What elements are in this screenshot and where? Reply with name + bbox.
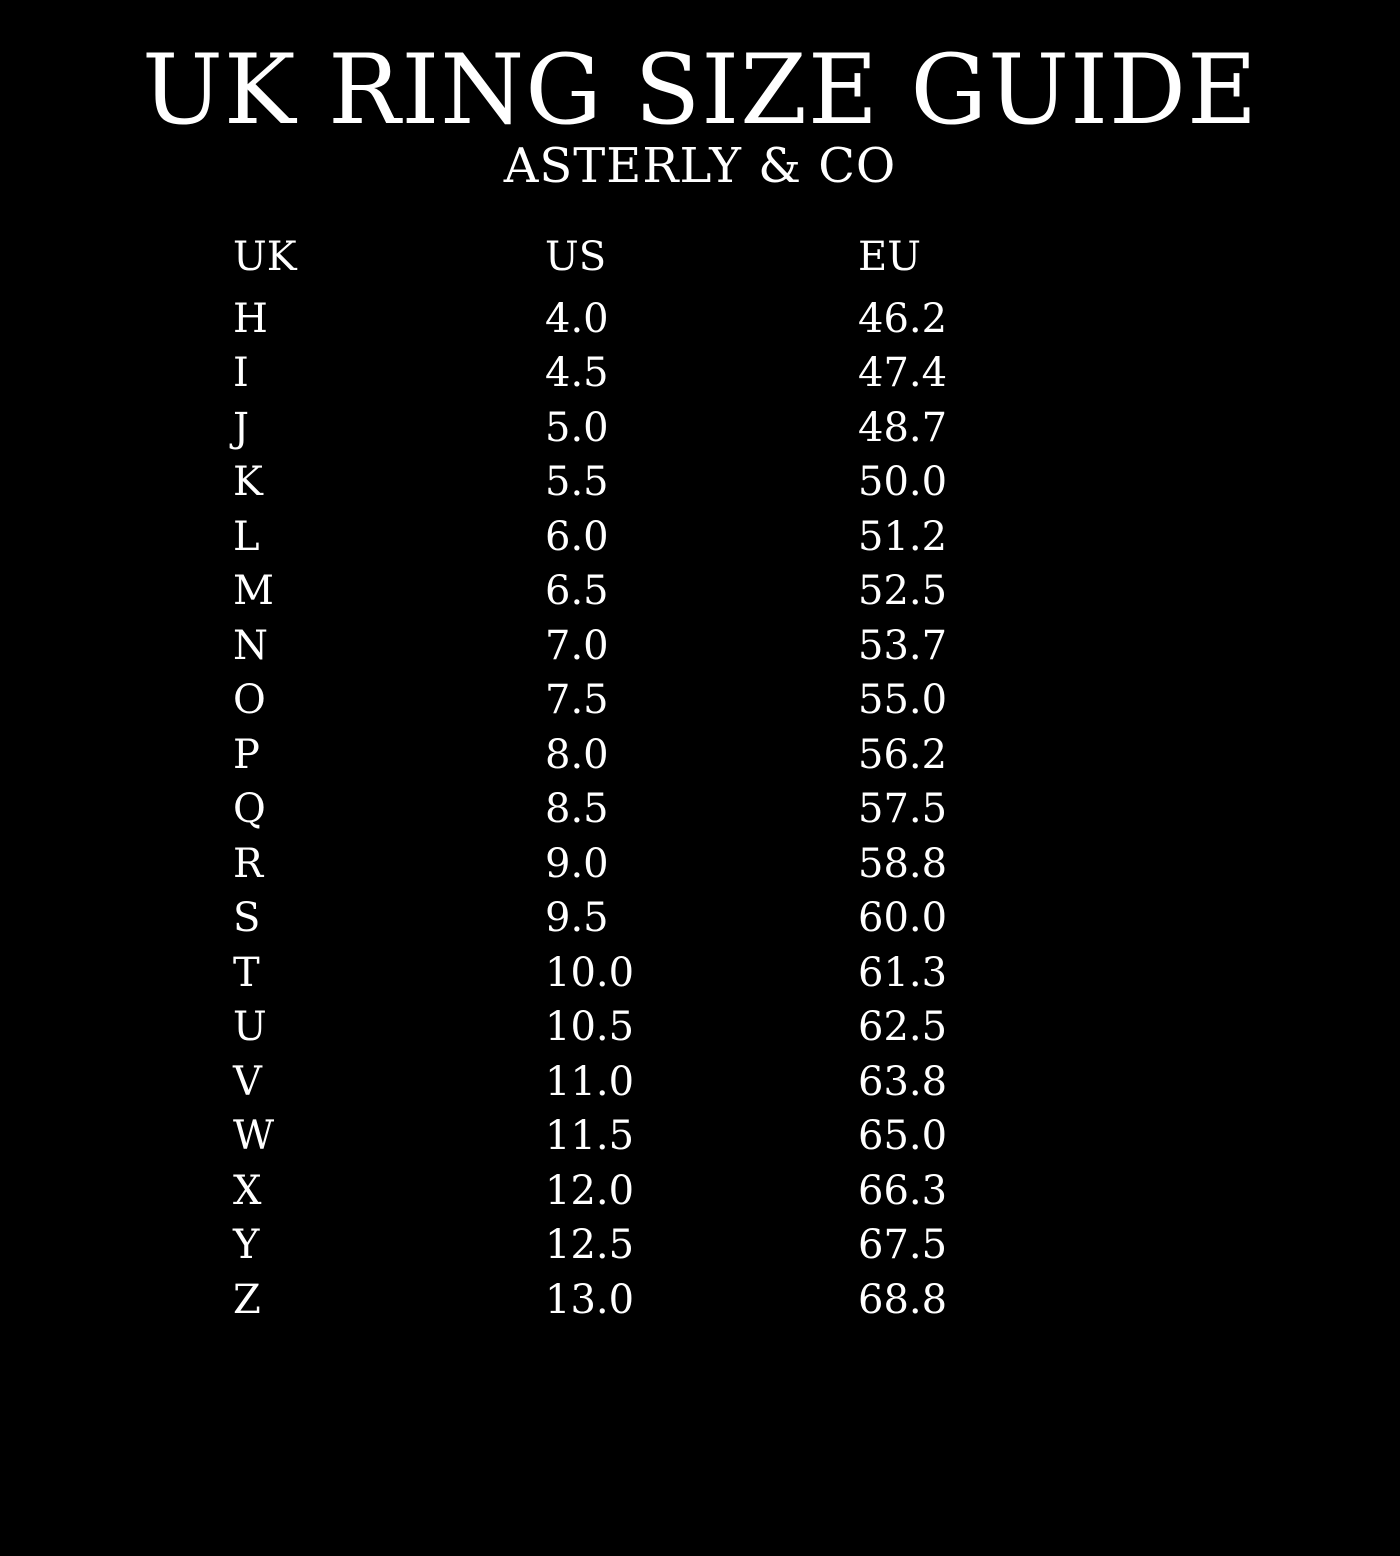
eu-size-cell: 61.3 [858,949,948,996]
uk-size-cell: L [233,513,260,560]
uk-size-cell: O [233,677,266,723]
table-row [233,1273,1400,1328]
table-row [233,510,1400,565]
uk-size-cell: N [233,622,268,669]
eu-size-cell: 48.7 [858,404,948,451]
uk-size-cell: Z [233,1276,261,1323]
table-row [233,346,1400,401]
uk-size-cell: Y [233,1222,260,1268]
table-row [233,673,1400,728]
uk-size-cell: Q [233,786,266,832]
brand-subtitle: ASTERLY & CO [503,138,897,194]
us-size-cell: 5.0 [545,404,609,451]
eu-size-cell: 62.5 [858,1004,948,1050]
eu-size-cell: 63.8 [858,1058,948,1105]
us-size-cell: 10.0 [545,949,635,996]
table-row [233,292,1400,347]
us-size-cell: 12.0 [545,1167,635,1214]
table-row [233,1000,1400,1055]
uk-size-cell: W [233,1113,275,1159]
uk-size-cell: X [233,1167,262,1214]
us-size-cell: 6.0 [545,513,609,560]
eu-size-cell: 56.2 [858,731,948,778]
uk-size-cell: H [233,295,268,342]
us-size-cell: 4.0 [545,295,609,342]
table-header-row [233,230,1400,285]
eu-size-cell: 55.0 [858,677,948,723]
eu-size-cell: 58.8 [858,840,948,887]
table-row [233,728,1400,783]
us-size-cell: 9.0 [545,840,609,887]
size-table-body [233,292,1400,1328]
table-row [233,564,1400,619]
eu-size-cell: 68.8 [858,1276,948,1323]
eu-size-cell: 50.0 [858,459,948,505]
table-row [233,946,1400,1001]
table-row [233,1109,1400,1164]
us-size-cell: 12.5 [545,1222,635,1268]
eu-size-cell: 46.2 [858,295,948,342]
column-header-eu: EU [858,234,921,280]
us-size-cell: 4.5 [545,350,609,396]
ring-size-table [233,230,1400,1327]
eu-size-cell: 57.5 [858,786,948,832]
us-size-cell: 9.5 [545,895,609,941]
column-header-us: US [545,234,607,280]
table-row [233,1055,1400,1110]
uk-size-cell: S [233,895,261,941]
us-size-cell: 6.5 [545,568,609,614]
uk-size-cell: U [233,1004,267,1050]
table-row [233,455,1400,510]
eu-size-cell: 66.3 [858,1167,948,1214]
uk-size-cell: I [233,350,249,396]
uk-size-cell: P [233,731,260,778]
us-size-cell: 10.5 [545,1004,635,1050]
table-row [233,1218,1400,1273]
eu-size-cell: 67.5 [858,1222,948,1268]
us-size-cell: 8.0 [545,731,609,778]
eu-size-cell: 60.0 [858,895,948,941]
uk-size-cell: T [233,949,260,996]
uk-size-cell: V [233,1058,262,1105]
page-title: UK RING SIZE GUIDE [141,34,1259,146]
uk-size-cell: M [233,568,274,614]
table-row [233,1164,1400,1219]
us-size-cell: 11.5 [545,1113,635,1159]
table-row [233,782,1400,837]
us-size-cell: 13.0 [545,1276,635,1323]
column-header-uk: UK [233,234,297,280]
us-size-cell: 8.5 [545,786,609,832]
table-row [233,401,1400,456]
eu-size-cell: 47.4 [858,350,948,396]
eu-size-cell: 51.2 [858,513,948,560]
eu-size-cell: 65.0 [858,1113,948,1159]
uk-size-cell: J [233,404,250,451]
us-size-cell: 7.5 [545,677,609,723]
uk-size-cell: R [233,840,264,887]
table-row [233,837,1400,892]
eu-size-cell: 52.5 [858,568,948,614]
table-row [233,891,1400,946]
us-size-cell: 7.0 [545,622,609,669]
us-size-cell: 5.5 [545,459,609,505]
eu-size-cell: 53.7 [858,622,948,669]
table-row [233,619,1400,674]
us-size-cell: 11.0 [545,1058,635,1105]
uk-size-cell: K [233,459,263,505]
